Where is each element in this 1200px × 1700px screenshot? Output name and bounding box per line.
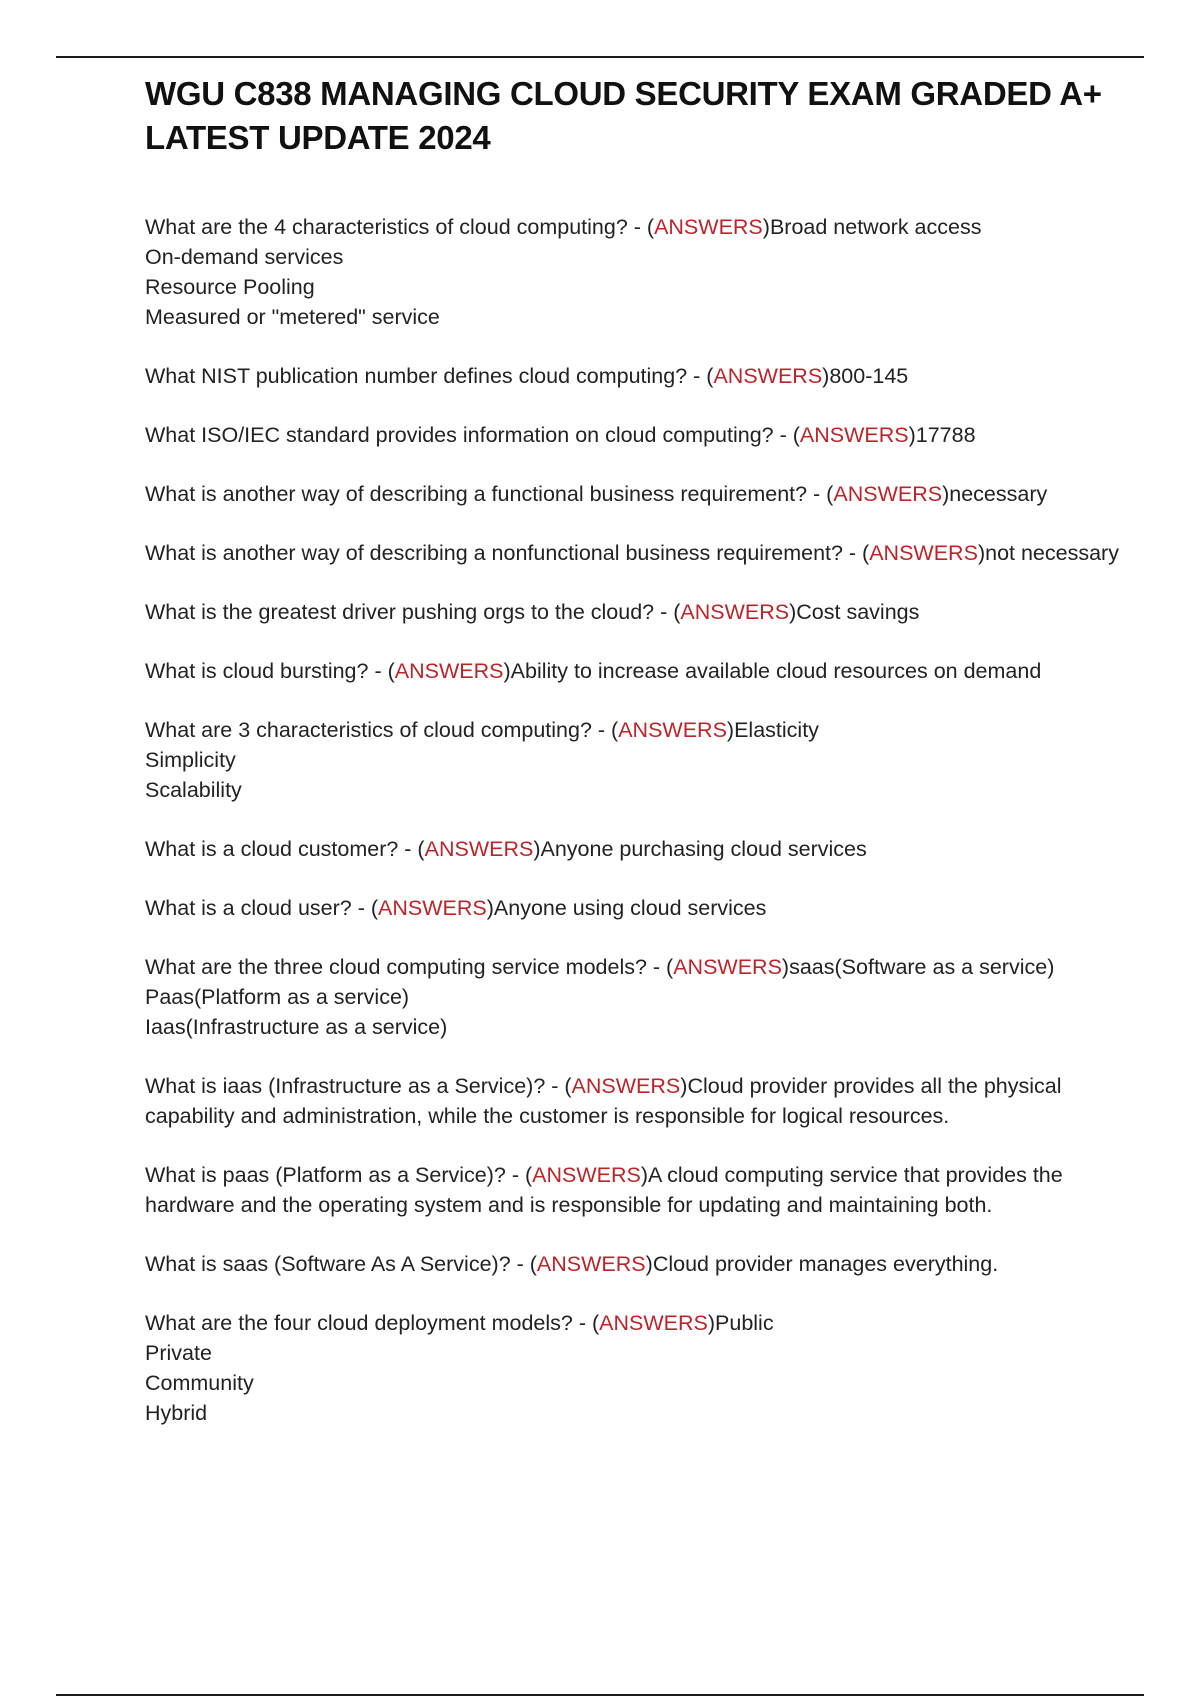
answers-tag: ANSWERS (618, 718, 727, 742)
answers-tag: ANSWERS (536, 1252, 646, 1276)
answers-tag: ANSWERS (833, 482, 943, 506)
qa-item: What are the three cloud computing service models? - (ANSWERS)saas(Software as a service) Paas(Platform as a service) Iaas(Infrastructure as a service) (145, 955, 1055, 1039)
answers-tag: ANSWERS (654, 215, 763, 239)
qa-item: What is saas (Software As A Service)? - (ANSWERS)Cloud provider manages everything. (145, 1252, 999, 1276)
answers-tag: ANSWERS (378, 896, 487, 920)
answers-tag: ANSWERS (673, 955, 782, 979)
answers-tag: ANSWERS (394, 659, 504, 683)
answers-tag: ANSWERS (869, 541, 978, 565)
qa-item: What ISO/IEC standard provides information on cloud computing? - (ANSWERS)17788 (145, 423, 976, 447)
qa-item: What is a cloud customer? - (ANSWERS)Anyone purchasing cloud services (145, 837, 867, 861)
qa-item: What are the 4 characteristics of cloud computing? - (ANSWERS)Broad network access On-demand services Resource Pooling Measured or "metered" service (145, 215, 982, 329)
qa-item: What is the greatest driver pushing orgs to the cloud? - (ANSWERS)Cost savings (145, 600, 920, 624)
answers-tag: ANSWERS (571, 1074, 681, 1098)
answers-tag: ANSWERS (680, 600, 790, 624)
qa-item: What are 3 characteristics of cloud computing? - (ANSWERS)Elasticity Simplicity Scalability (145, 718, 819, 802)
qa-item: What is paas (Platform as a Service)? - (ANSWERS)A cloud computing service that provides the hardware and the operating system and is responsible for updating and maintaining both. (145, 1163, 1063, 1217)
answers-tag: ANSWERS (713, 364, 823, 388)
qa-item: What are the four cloud deployment models? - (ANSWERS)Public Private Community Hybrid (145, 1311, 774, 1425)
answers-tag: ANSWERS (799, 423, 909, 447)
qa-item: What is a cloud user? - (ANSWERS)Anyone using cloud services (145, 896, 767, 920)
answers-tag: ANSWERS (532, 1163, 641, 1187)
document-body (145, 72, 1119, 1457)
bottom-rule (56, 1694, 1144, 1696)
qa-list (145, 212, 1119, 1428)
page-title: WGU C838 MANAGING CLOUD SECURITY EXAM GRADED A+ LATEST UPDATE 2024 (145, 75, 1102, 156)
qa-item: What is another way of describing a functional business requirement? - (ANSWERS)necessary (145, 482, 1048, 506)
qa-item: What is cloud bursting? - (ANSWERS)Ability to increase available cloud resources on demand (145, 659, 1042, 683)
qa-item: What is iaas (Infrastructure as a Service)? - (ANSWERS)Cloud provider provides all the physical capability and administration, while the customer is responsible for logical resources. (145, 1074, 1062, 1128)
top-rule (56, 56, 1144, 58)
answers-tag: ANSWERS (424, 837, 534, 861)
qa-item: What NIST publication number defines cloud computing? - (ANSWERS)800-145 (145, 364, 909, 388)
answers-tag: ANSWERS (599, 1311, 708, 1335)
qa-item: What is another way of describing a nonfunctional business requirement? - (ANSWERS)not necessary (145, 541, 1119, 565)
